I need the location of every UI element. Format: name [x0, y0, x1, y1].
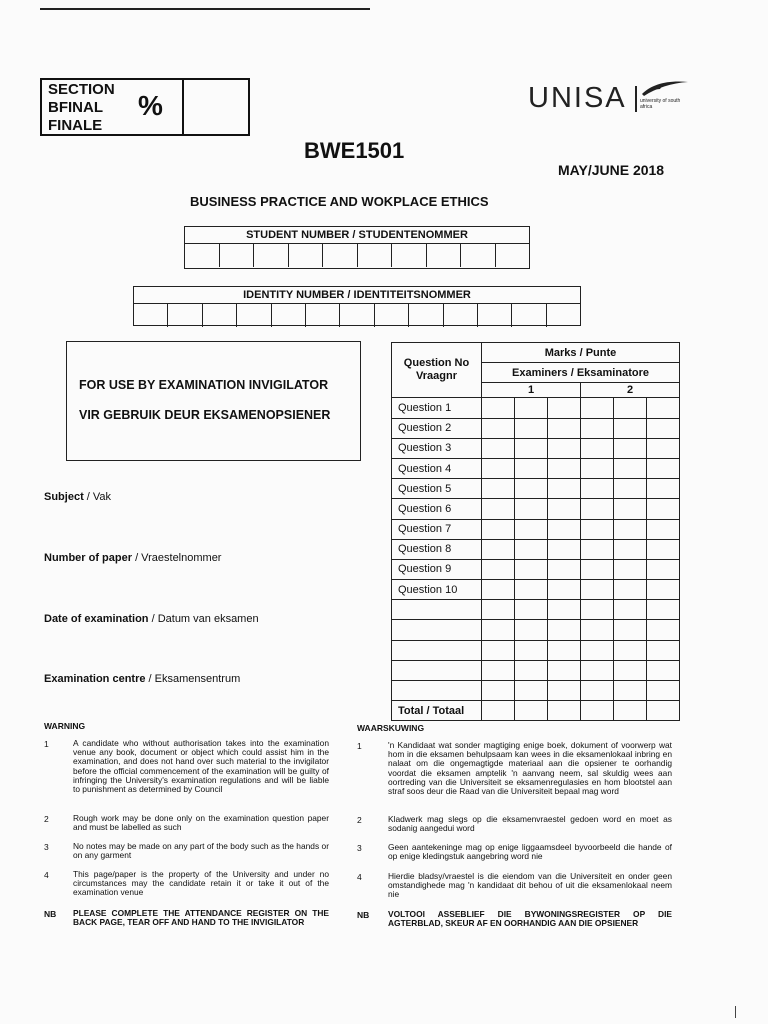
mark-cell[interactable]	[548, 600, 581, 620]
mark-cell[interactable]	[647, 499, 680, 519]
mark-cell[interactable]	[515, 681, 548, 701]
warning-number: NB	[44, 909, 57, 919]
mark-cell[interactable]	[647, 580, 680, 600]
total-cell[interactable]	[548, 701, 581, 721]
subject-label: Subject	[44, 491, 84, 503]
mark-cell[interactable]	[647, 458, 680, 478]
question-label	[392, 620, 482, 640]
student-number-cell[interactable]	[289, 244, 324, 267]
mark-cell[interactable]	[482, 398, 515, 418]
mark-cell[interactable]	[614, 438, 647, 458]
student-number-cell[interactable]	[358, 244, 393, 267]
mark-cell[interactable]	[581, 418, 614, 438]
mark-cell[interactable]	[581, 600, 614, 620]
identity-number-grid	[133, 286, 581, 326]
mark-cell[interactable]	[515, 600, 548, 620]
unisa-logo	[528, 78, 698, 118]
mark-cell[interactable]	[515, 398, 548, 418]
mark-cell[interactable]	[548, 418, 581, 438]
student-number-cell[interactable]	[254, 244, 289, 267]
identity-number-cell[interactable]	[168, 304, 202, 327]
mark-cell[interactable]	[614, 620, 647, 640]
question-label: Question 7	[392, 519, 482, 539]
marks-row	[392, 479, 680, 499]
student-number-cell[interactable]	[323, 244, 358, 267]
warning-text: Rough work may be done only on the examination question paper and must be labelled as such	[73, 813, 329, 833]
course-code: BWE1501	[304, 138, 405, 163]
student-number-cell[interactable]	[392, 244, 427, 267]
exam-centre-label-af: / Eksamensentrum	[145, 673, 241, 685]
mark-cell[interactable]	[614, 660, 647, 680]
logo-swoosh-icon	[640, 78, 690, 98]
mark-cell[interactable]	[482, 580, 515, 600]
logo-subtitle: university of south africa	[640, 98, 681, 110]
identity-number-label: IDENTITY NUMBER / IDENTITEITSNOMMER	[134, 287, 580, 304]
mark-cell[interactable]	[614, 499, 647, 519]
warning-number: 2	[44, 814, 49, 824]
mark-cell[interactable]	[548, 660, 581, 680]
mark-cell[interactable]	[515, 458, 548, 478]
mark-cell[interactable]	[515, 539, 548, 559]
question-label: Question 3	[392, 438, 482, 458]
warning-title-af: WAARSKUWING	[357, 723, 425, 733]
question-label: Question 9	[392, 559, 482, 579]
invigilator-label-en: FOR USE BY EXAMINATION INVIGILATOR	[79, 378, 329, 392]
identity-number-cell[interactable]	[512, 304, 546, 327]
mark-cell[interactable]	[515, 438, 548, 458]
question-label	[392, 600, 482, 620]
exam-date-field	[44, 613, 259, 625]
mark-cell[interactable]	[581, 458, 614, 478]
mark-cell[interactable]	[548, 559, 581, 579]
student-number-cell[interactable]	[461, 244, 496, 267]
paper-number-label: Number of paper	[44, 552, 133, 564]
question-label: Question 4	[392, 458, 482, 478]
mark-cell[interactable]	[515, 519, 548, 539]
mark-cell[interactable]	[647, 398, 680, 418]
question-label: Question 8	[392, 539, 482, 559]
mark-cell[interactable]	[647, 438, 680, 458]
mark-cell[interactable]	[548, 519, 581, 539]
identity-number-cell[interactable]	[237, 304, 271, 327]
warning-number: 1	[44, 739, 49, 749]
mark-cell[interactable]	[482, 458, 515, 478]
warning-number: 3	[44, 842, 49, 852]
mark-cell[interactable]	[614, 398, 647, 418]
mark-cell[interactable]	[581, 519, 614, 539]
warning-text: This page/paper is the property of the University and under no circumstances may the candidate retain it or take it out of the examination venue	[73, 869, 329, 898]
mark-cell[interactable]	[647, 479, 680, 499]
mark-cell[interactable]	[647, 600, 680, 620]
warning-number: 4	[357, 872, 362, 882]
mark-cell[interactable]	[581, 479, 614, 499]
exam-date-label-af: / Datum van eksamen	[148, 613, 259, 625]
mark-cell[interactable]	[581, 559, 614, 579]
invigilator-box	[66, 341, 361, 461]
mark-cell[interactable]	[647, 539, 680, 559]
identity-number-cell[interactable]	[409, 304, 443, 327]
mark-cell[interactable]	[482, 681, 515, 701]
mark-cell[interactable]	[614, 519, 647, 539]
warning-text: Geen aantekeninge mag op enige liggaamsdeel byvoorbeeld die hande of op enige kledingstuk aangebring word nie	[388, 842, 672, 862]
mark-cell[interactable]	[647, 681, 680, 701]
mark-cell[interactable]	[482, 600, 515, 620]
warning-number: 4	[44, 870, 49, 880]
identity-number-cell[interactable]	[547, 304, 580, 327]
warning-text: VOLTOOI ASSEBLIEF DIE BYWONINGSREGISTER OP DIE AGTERBLAD, SKEUR AF EN OORHANDIG AAN DIE OPSIENER	[388, 909, 672, 929]
mark-cell[interactable]	[482, 620, 515, 640]
student-number-cells	[185, 244, 529, 267]
mark-cell[interactable]	[647, 418, 680, 438]
marks-table	[391, 342, 680, 721]
student-number-label: STUDENT NUMBER / STUDENTENOMMER	[185, 227, 529, 244]
mark-cell[interactable]	[614, 681, 647, 701]
mark-cell[interactable]	[482, 479, 515, 499]
page-edge-mark	[735, 1006, 736, 1018]
total-cell[interactable]	[614, 701, 647, 721]
paper-number-field	[44, 552, 221, 564]
mark-cell[interactable]	[647, 519, 680, 539]
mark-cell[interactable]	[581, 620, 614, 640]
mark-cell[interactable]	[548, 620, 581, 640]
section-label: SECTION BFINAL FINALE	[48, 81, 115, 134]
mark-cell[interactable]	[614, 418, 647, 438]
exam-date: MAY/JUNE 2018	[558, 162, 665, 178]
mark-cell[interactable]	[515, 418, 548, 438]
marks-row	[392, 620, 680, 640]
warning-number: 2	[357, 815, 362, 825]
mark-cell[interactable]	[614, 640, 647, 660]
subject-field	[44, 491, 111, 503]
mark-cell[interactable]	[548, 479, 581, 499]
mark-cell[interactable]	[614, 458, 647, 478]
question-label: Question 5	[392, 479, 482, 499]
logo-divider	[635, 86, 637, 112]
mark-cell[interactable]	[548, 458, 581, 478]
mark-cell[interactable]	[581, 681, 614, 701]
mark-cell[interactable]	[614, 559, 647, 579]
marks-row	[392, 499, 680, 519]
mark-cell[interactable]	[515, 479, 548, 499]
top-rule	[40, 8, 370, 10]
mark-cell[interactable]	[614, 539, 647, 559]
question-number-header: Question No Vraagnr	[392, 343, 482, 398]
warning-text: PLEASE COMPLETE THE ATTENDANCE REGISTER ON THE BACK PAGE, TEAR OFF AND HAND TO THE INVIGILATOR	[73, 908, 329, 928]
student-number-grid	[184, 226, 530, 269]
course-title: BUSINESS PRACTICE AND WOKPLACE ETHICS	[190, 194, 489, 209]
mark-cell[interactable]	[482, 640, 515, 660]
warning-text: A candidate who without authorisation takes into the examination venue any book, document or object which could assist him in the examination, and does not hand over such material to the invigilator before the official commencement of the examination will be guilty of infringing the University's examination regulations and will be liable to punishment as determined by Council	[73, 738, 329, 795]
question-label	[392, 660, 482, 680]
total-cell[interactable]	[482, 701, 515, 721]
mark-cell[interactable]	[548, 539, 581, 559]
mark-cell[interactable]	[647, 640, 680, 660]
warning-text: 'n Kandidaat wat sonder magtiging enige boek, dokument of voorwerp wat hom in die eksamen behulpsaam kan wees in die eksamenlokaal inbring en nalaat om die ongemagtigde materiaal aan die opsiener te oorhandig voordat die eksamen amptelik 'n aanvang neem, sal skuldig wees aan oortreding van die Universiteit se eksamenregulasies en hom blootstel aan straf soos deur die Raad van die Universiteit bepaal mag word	[388, 740, 672, 797]
marks-row	[392, 559, 680, 579]
marks-row	[392, 580, 680, 600]
mark-cell[interactable]	[614, 479, 647, 499]
mark-cell[interactable]	[581, 499, 614, 519]
identity-number-cells	[134, 304, 580, 327]
warning-text: No notes may be made on any part of the body such as the hands or on any garment	[73, 841, 329, 861]
subject-label-af: / Vak	[83, 491, 112, 503]
student-number-cell[interactable]	[220, 244, 255, 267]
student-number-cell[interactable]	[496, 244, 530, 267]
exam-centre-label: Examination centre	[44, 673, 146, 685]
invigilator-label-af: VIR GEBRUIK DEUR EKSAMENOPSIENER	[79, 408, 331, 422]
question-label	[392, 681, 482, 701]
question-label: Question 2	[392, 418, 482, 438]
total-row	[392, 701, 680, 721]
mark-cell[interactable]	[647, 559, 680, 579]
student-number-cell[interactable]	[185, 244, 220, 267]
marks-row	[392, 519, 680, 539]
mark-cell[interactable]	[515, 580, 548, 600]
mark-cell[interactable]	[581, 640, 614, 660]
identity-number-cell[interactable]	[306, 304, 340, 327]
mark-cell[interactable]	[647, 660, 680, 680]
warning-text: Kladwerk mag slegs op die eksamenvraestel gedoen word en moet as sodanig aangedui word	[388, 814, 672, 834]
mark-cell[interactable]	[581, 438, 614, 458]
logo-wordmark: UNISA	[528, 82, 627, 114]
identity-number-cell[interactable]	[444, 304, 478, 327]
total-cell[interactable]	[581, 701, 614, 721]
identity-number-cell[interactable]	[272, 304, 306, 327]
mark-cell[interactable]	[482, 539, 515, 559]
mark-cell[interactable]	[482, 559, 515, 579]
question-label: Question 6	[392, 499, 482, 519]
identity-number-cell[interactable]	[134, 304, 168, 327]
marks-row	[392, 640, 680, 660]
warning-title: WARNING	[44, 721, 86, 731]
warning-number: NB	[357, 910, 370, 920]
total-cell[interactable]	[647, 701, 680, 721]
mark-cell[interactable]	[515, 620, 548, 640]
mark-cell[interactable]	[581, 660, 614, 680]
examiners-header: Examiners / Eksaminatore	[482, 363, 680, 383]
examiner-2-header: 2	[581, 383, 680, 398]
marks-row	[392, 398, 680, 418]
paper-number-label-af: / Vraestelnommer	[132, 552, 222, 564]
mark-cell[interactable]	[548, 681, 581, 701]
mark-cell[interactable]	[482, 418, 515, 438]
mark-cell[interactable]	[614, 600, 647, 620]
mark-cell[interactable]	[515, 559, 548, 579]
section-divider	[182, 80, 184, 134]
mark-cell[interactable]	[482, 660, 515, 680]
mark-cell[interactable]	[482, 499, 515, 519]
mark-cell[interactable]	[515, 640, 548, 660]
warning-text: Hierdie bladsy/vraestel is die eiendom van die Universiteit en onder geen omstandighede mag 'n kandidaat dit behou of uit die eksamenlokaal neem nie	[388, 871, 672, 900]
mark-cell[interactable]	[647, 620, 680, 640]
warning-number: 1	[357, 741, 362, 751]
marks-row	[392, 539, 680, 559]
exam-date-label: Date of examination	[44, 613, 149, 625]
student-number-cell[interactable]	[427, 244, 462, 267]
question-label	[392, 640, 482, 660]
exam-centre-field	[44, 673, 240, 685]
mark-cell[interactable]	[515, 499, 548, 519]
mark-cell[interactable]	[515, 660, 548, 680]
mark-cell[interactable]	[548, 580, 581, 600]
question-label: Question 1	[392, 398, 482, 418]
marks-row	[392, 438, 680, 458]
mark-cell[interactable]	[548, 499, 581, 519]
mark-cell[interactable]	[482, 438, 515, 458]
mark-cell[interactable]	[482, 519, 515, 539]
question-label: Question 10	[392, 580, 482, 600]
mark-cell[interactable]	[548, 438, 581, 458]
section-box	[40, 78, 250, 136]
mark-cell[interactable]	[581, 539, 614, 559]
mark-cell[interactable]	[581, 398, 614, 418]
marks-row	[392, 681, 680, 701]
warning-number: 3	[357, 843, 362, 853]
mark-cell[interactable]	[548, 640, 581, 660]
identity-number-cell[interactable]	[203, 304, 237, 327]
marks-row	[392, 418, 680, 438]
marks-header: Marks / Punte	[482, 343, 680, 363]
mark-cell[interactable]	[548, 398, 581, 418]
mark-cell[interactable]	[581, 580, 614, 600]
identity-number-cell[interactable]	[375, 304, 409, 327]
total-label: Total / Totaal	[392, 701, 482, 721]
mark-cell[interactable]	[614, 580, 647, 600]
percent-symbol: %	[138, 90, 163, 121]
identity-number-cell[interactable]	[340, 304, 374, 327]
identity-number-cell[interactable]	[478, 304, 512, 327]
marks-row	[392, 600, 680, 620]
marks-row	[392, 458, 680, 478]
marks-row	[392, 660, 680, 680]
total-cell[interactable]	[515, 701, 548, 721]
examiner-1-header: 1	[482, 383, 581, 398]
